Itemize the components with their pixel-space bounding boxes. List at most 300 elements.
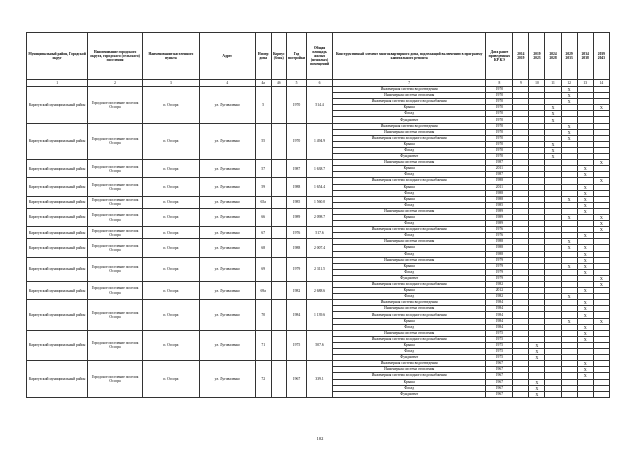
- locality-cell: п. Оссора: [142, 282, 199, 300]
- municipality-cell: Каратузский муниципальный район: [27, 257, 88, 281]
- inclusion-year-cell: 1982: [486, 294, 513, 300]
- period-mark-cell: X: [561, 263, 577, 269]
- building-cell: [271, 178, 286, 196]
- period-mark-cell: X: [577, 373, 593, 379]
- street-cell: ул. Луговаленко: [199, 87, 255, 124]
- header-area: Общая площадь жилых (нежилых) помещений: [307, 33, 333, 80]
- municipality-cell: Каратузский муниципальный район: [27, 123, 88, 160]
- building-cell: [271, 330, 286, 360]
- element-cell: Инженерная система холодного водоснабжения: [332, 312, 486, 318]
- element-cell: Инженерная система отопления: [332, 257, 486, 263]
- year-built-cell: 1970: [286, 123, 306, 160]
- header-period-4: 2029 2033: [561, 33, 577, 80]
- column-number: 3: [142, 80, 199, 87]
- inclusion-year-cell: 1989: [486, 208, 513, 214]
- column-number: 1: [27, 80, 88, 87]
- house-number-cell: 57: [255, 160, 271, 178]
- street-cell: ул. Луговаленко: [199, 361, 255, 398]
- period-mark-cell: X: [577, 184, 593, 190]
- element-cell: Инженерная система отопления: [332, 367, 486, 373]
- inclusion-year-cell: 1967: [486, 385, 513, 391]
- header-period-1: 2014 2019: [513, 33, 529, 80]
- period-mark-cell: X: [577, 361, 593, 367]
- street-cell: ул. Луговаленко: [199, 208, 255, 226]
- element-cell: Фасад: [332, 111, 486, 117]
- inclusion-year-cell: 1988: [486, 178, 513, 184]
- street-cell: ул. Луговаленко: [199, 282, 255, 300]
- period-mark-cell: X: [561, 93, 577, 99]
- area-cell: 339.1: [307, 361, 333, 398]
- inclusion-year-cell: 1970: [486, 105, 513, 111]
- period-mark-cell: [577, 391, 593, 397]
- house-number-cell: 70: [255, 300, 271, 330]
- building-cell: [271, 282, 286, 300]
- settlement-cell: Городское поселение поселок Оссора: [88, 178, 143, 196]
- element-cell: Инженерная система отопления: [332, 306, 486, 312]
- inclusion-year-cell: 1970: [486, 141, 513, 147]
- period-mark-cell: X: [593, 227, 609, 233]
- element-cell: Инженерная система отопления: [332, 330, 486, 336]
- element-cell: Инженерная система водоотведения: [332, 87, 486, 93]
- period-mark-cell: X: [545, 117, 561, 123]
- area-cell: 507.6: [307, 330, 333, 360]
- settlement-cell: Городское поселение поселок Оссора: [88, 361, 143, 398]
- inclusion-year-cell: 1970: [486, 135, 513, 141]
- inclusion-year-cell: 1975: [486, 336, 513, 342]
- street-cell: ул. Луговаленко: [199, 330, 255, 360]
- house-number-cell: 5: [255, 87, 271, 124]
- period-mark-cell: X: [561, 245, 577, 251]
- period-mark-cell: X: [545, 141, 561, 147]
- period-mark-cell: X: [529, 349, 545, 355]
- element-cell: Инженерная система холодного водоснабжения: [332, 373, 486, 379]
- locality-cell: п. Оссора: [142, 123, 199, 160]
- locality-cell: п. Оссора: [142, 178, 199, 196]
- header-year-built: Год постройки: [286, 33, 306, 80]
- house-number-cell: 67: [255, 227, 271, 239]
- house-number-cell: 59: [255, 178, 271, 196]
- column-number: 12: [561, 80, 577, 87]
- year-built-cell: 1976: [286, 227, 306, 239]
- column-number: 14: [593, 80, 609, 87]
- period-mark-cell: X: [577, 336, 593, 342]
- inclusion-year-cell: 1970: [486, 123, 513, 129]
- element-cell: Инженерная система холодного водоснабжения: [332, 227, 486, 233]
- inclusion-year-cell: 1979: [486, 269, 513, 275]
- column-number: 10: [529, 80, 545, 87]
- locality-cell: п. Оссора: [142, 227, 199, 239]
- period-mark-cell: X: [577, 324, 593, 330]
- period-mark-cell: X: [545, 147, 561, 153]
- element-cell: Инженерная система отопления: [332, 93, 486, 99]
- element-cell: Крыша: [332, 379, 486, 385]
- inclusion-year-cell: 1988: [486, 239, 513, 245]
- locality-cell: п. Оссора: [142, 257, 199, 281]
- period-mark-cell: X: [593, 160, 609, 166]
- element-cell: Инженерная система холодного водоснабжения: [332, 99, 486, 105]
- period-mark-cell: X: [561, 214, 577, 220]
- municipality-cell: Каратузский муниципальный район: [27, 208, 88, 226]
- element-cell: Фасад: [332, 385, 486, 391]
- year-built-cell: 1988: [286, 239, 306, 257]
- period-mark-cell: X: [577, 172, 593, 178]
- settlement-cell: Городское поселение поселок Оссора: [88, 300, 143, 330]
- area-cell: 1 494.9: [307, 123, 333, 160]
- period-mark-cell: X: [529, 391, 545, 397]
- street-cell: ул. Луговаленко: [199, 178, 255, 196]
- header-settlement: Наименование городского округа, городского (сельского) поселения: [88, 33, 143, 80]
- element-cell: Инженерная система водоотведения: [332, 361, 486, 367]
- house-number-cell: 69: [255, 257, 271, 281]
- period-mark-cell: X: [577, 263, 593, 269]
- area-cell: 1 139.6: [307, 300, 333, 330]
- municipality-cell: Каратузский муниципальный район: [27, 178, 88, 196]
- period-mark-cell: X: [561, 87, 577, 93]
- inclusion-year-cell: 1982: [486, 282, 513, 288]
- header-building: Корпус (блок): [271, 33, 286, 80]
- inclusion-year-cell: 1988: [486, 251, 513, 257]
- inclusion-year-cell: 1975: [486, 355, 513, 361]
- locality-cell: п. Оссора: [142, 330, 199, 360]
- element-cell: Фасад: [332, 324, 486, 330]
- element-cell: Инженерная система отопления: [332, 160, 486, 166]
- inclusion-year-cell: 1975: [486, 330, 513, 336]
- period-mark-cell: X: [577, 190, 593, 196]
- municipality-cell: Каратузский муниципальный район: [27, 239, 88, 257]
- column-number: 7: [332, 80, 486, 87]
- settlement-cell: Городское поселение поселок Оссора: [88, 282, 143, 300]
- header-period-6: 2039 2043: [593, 33, 609, 80]
- period-mark-cell: X: [593, 275, 609, 281]
- settlement-cell: Городское поселение поселок Оссора: [88, 239, 143, 257]
- header-period-2: 2019 2023: [529, 33, 545, 80]
- settlement-cell: Городское поселение поселок Оссора: [88, 208, 143, 226]
- street-cell: ул. Луговаленко: [199, 123, 255, 160]
- year-built-cell: 1982: [286, 282, 306, 300]
- period-mark-cell: X: [545, 154, 561, 160]
- period-mark-cell: X: [529, 355, 545, 361]
- settlement-cell: Городское поселение поселок Оссора: [88, 330, 143, 360]
- year-built-cell: 1979: [286, 257, 306, 281]
- element-cell: Инженерная система холодного водоснабжения: [332, 135, 486, 141]
- element-cell: Крыша: [332, 245, 486, 251]
- column-number: 4: [199, 80, 255, 87]
- period-mark-cell: X: [561, 129, 577, 135]
- table-body: [27, 87, 610, 398]
- building-cell: [271, 208, 286, 226]
- street-cell: ул. Луговаленко: [199, 196, 255, 208]
- inclusion-year-cell: 1967: [486, 379, 513, 385]
- inclusion-year-cell: 1984: [486, 318, 513, 324]
- column-number: 11: [545, 80, 561, 87]
- element-cell: Инженерная система отопления: [332, 239, 486, 245]
- period-mark-cell: X: [577, 202, 593, 208]
- period-mark-cell: X: [593, 282, 609, 288]
- inclusion-year-cell: 1987: [486, 172, 513, 178]
- element-cell: Фасад: [332, 294, 486, 300]
- area-cell: 1 654.4: [307, 178, 333, 196]
- element-cell: Фасад: [332, 190, 486, 196]
- period-mark-cell: [545, 391, 561, 397]
- element-cell: Крыша: [332, 318, 486, 324]
- inclusion-year-cell: 1976: [486, 227, 513, 233]
- period-mark-cell: X: [577, 330, 593, 336]
- element-cell: Крыша: [332, 214, 486, 220]
- element-cell: Фасад: [332, 202, 486, 208]
- period-mark-cell: X: [529, 385, 545, 391]
- period-mark-cell: X: [545, 105, 561, 111]
- area-cell: 517.6: [307, 227, 333, 239]
- building-cell: [271, 361, 286, 398]
- period-mark-cell: X: [529, 379, 545, 385]
- page-number: 102: [316, 436, 324, 441]
- inclusion-year-cell: 1988: [486, 190, 513, 196]
- period-mark-cell: X: [593, 318, 609, 324]
- inclusion-year-cell: 1988: [486, 196, 513, 202]
- element-cell: Фундамент: [332, 355, 486, 361]
- period-mark-cell: X: [577, 306, 593, 312]
- inclusion-year-cell: 1970: [486, 147, 513, 153]
- street-cell: ул. Луговаленко: [199, 239, 255, 257]
- column-number: 6: [307, 80, 333, 87]
- year-built-cell: 1988: [286, 178, 306, 196]
- element-cell: Фасад: [332, 233, 486, 239]
- period-mark-cell: X: [577, 166, 593, 172]
- period-mark-cell: X: [577, 245, 593, 251]
- house-number-cell: 55: [255, 123, 271, 160]
- header-address: Адрес: [199, 33, 255, 80]
- column-number: 4б: [271, 80, 286, 87]
- period-mark-cell: X: [577, 288, 593, 294]
- inclusion-year-cell: 1967: [486, 373, 513, 379]
- municipality-cell: Каратузский муниципальный район: [27, 196, 88, 208]
- period-mark-cell: X: [561, 99, 577, 105]
- element-cell: Крыша: [332, 184, 486, 190]
- column-number: 4а: [255, 80, 271, 87]
- period-mark-cell: X: [593, 178, 609, 184]
- inclusion-year-cell: 1970: [486, 93, 513, 99]
- inclusion-year-cell: 1967: [486, 361, 513, 367]
- element-cell: Инженерная система холодного водоснабжения: [332, 336, 486, 342]
- header-municipality: Муниципальный район, Городской округ: [27, 33, 88, 80]
- locality-cell: п. Оссора: [142, 300, 199, 330]
- inclusion-year-cell: 1984: [486, 306, 513, 312]
- period-mark-cell: X: [577, 367, 593, 373]
- period-mark-cell: X: [529, 342, 545, 348]
- element-cell: Инженерная система холодного водоснабжения: [332, 282, 486, 288]
- year-built-cell: 1970: [286, 87, 306, 124]
- element-cell: Крыша: [332, 263, 486, 269]
- municipality-cell: Каратузский муниципальный район: [27, 160, 88, 178]
- inclusion-year-cell: 1970: [486, 87, 513, 93]
- period-mark-cell: [593, 391, 609, 397]
- locality-cell: п. Оссора: [142, 208, 199, 226]
- element-cell: Фасад: [332, 221, 486, 227]
- street-cell: ул. Луговаленко: [199, 227, 255, 239]
- building-cell: [271, 227, 286, 239]
- area-cell: 514.4: [307, 87, 333, 124]
- inclusion-year-cell: 1970: [486, 117, 513, 123]
- header-locality: Наименование населенного пункта: [142, 33, 199, 80]
- header-element: Конструктивный элемент многоквартирного дома, подлежащий включению в программу капитального ремонта: [332, 33, 486, 80]
- element-cell: Фасад: [332, 269, 486, 275]
- area-cell: 1 560.0: [307, 196, 333, 208]
- inclusion-year-cell: 1975: [486, 342, 513, 348]
- period-mark-cell: X: [577, 196, 593, 202]
- header-house-number: Номер дома: [255, 33, 271, 80]
- locality-cell: п. Оссора: [142, 239, 199, 257]
- period-mark-cell: X: [577, 269, 593, 275]
- locality-cell: п. Оссора: [142, 87, 199, 124]
- building-cell: [271, 196, 286, 208]
- inclusion-year-cell: 2012: [486, 288, 513, 294]
- element-cell: Инженерная система отопления: [332, 129, 486, 135]
- element-cell: Инженерная система водоотведения: [332, 123, 486, 129]
- inclusion-year-cell: 1967: [486, 391, 513, 397]
- element-cell: Крыша: [332, 342, 486, 348]
- element-cell: Фасад: [332, 172, 486, 178]
- street-cell: ул. Луговаленко: [199, 257, 255, 281]
- element-cell: Фундамент: [332, 391, 486, 397]
- element-cell: Фасад: [332, 147, 486, 153]
- year-built-cell: 1985: [286, 196, 306, 208]
- period-mark-cell: [561, 391, 577, 397]
- inclusion-year-cell: 1975: [486, 349, 513, 355]
- capital-repair-table: [26, 32, 610, 398]
- header-period-5: 2034 2038: [577, 33, 593, 80]
- inclusion-year-cell: 1989: [486, 214, 513, 220]
- inclusion-year-cell: 1979: [486, 275, 513, 281]
- street-cell: ул. Луговаленко: [199, 300, 255, 330]
- element-cell: Крыша: [332, 288, 486, 294]
- locality-cell: п. Оссора: [142, 361, 199, 398]
- area-cell: 1 638.7: [307, 160, 333, 178]
- column-number: 13: [577, 80, 593, 87]
- period-mark-cell: [513, 391, 529, 397]
- inclusion-year-cell: 2011: [486, 166, 513, 172]
- area-cell: 2 098.7: [307, 208, 333, 226]
- house-number-cell: 65а: [255, 196, 271, 208]
- period-mark-cell: X: [577, 312, 593, 318]
- column-number: 8: [486, 80, 513, 87]
- inclusion-year-cell: 1984: [486, 324, 513, 330]
- element-cell: Фундамент: [332, 154, 486, 160]
- municipality-cell: Каратузский муниципальный район: [27, 87, 88, 124]
- building-cell: [271, 257, 286, 281]
- period-mark-cell: X: [577, 208, 593, 214]
- settlement-cell: Городское поселение поселок Оссора: [88, 87, 143, 124]
- year-built-cell: 1984: [286, 300, 306, 330]
- header-inclusion-date: Дата ранее проведенных КР КЭ: [486, 33, 513, 80]
- element-cell: Фасад: [332, 251, 486, 257]
- inclusion-year-cell: 1979: [486, 257, 513, 263]
- inclusion-year-cell: 1970: [486, 99, 513, 105]
- element-cell: Инженерная система отопления: [332, 208, 486, 214]
- inclusion-year-cell: 1985: [486, 202, 513, 208]
- element-cell: Инженерная система водоотведения: [332, 300, 486, 306]
- municipality-cell: Каратузский муниципальный район: [27, 330, 88, 360]
- settlement-cell: Городское поселение поселок Оссора: [88, 123, 143, 160]
- element-cell: Фасад: [332, 349, 486, 355]
- element-cell: Фундамент: [332, 275, 486, 281]
- period-mark-cell: X: [593, 105, 609, 111]
- settlement-cell: Городское поселение поселок Оссора: [88, 196, 143, 208]
- settlement-cell: Городское поселение поселок Оссора: [88, 227, 143, 239]
- house-number-cell: 66: [255, 208, 271, 226]
- area-cell: 2 688.6: [307, 282, 333, 300]
- locality-cell: п. Оссора: [142, 196, 199, 208]
- inclusion-year-cell: 1970: [486, 111, 513, 117]
- building-cell: [271, 87, 286, 124]
- year-built-cell: 1987: [286, 160, 306, 178]
- municipality-cell: Каратузский муниципальный район: [27, 300, 88, 330]
- period-mark-cell: X: [561, 294, 577, 300]
- inclusion-year-cell: 1976: [486, 233, 513, 239]
- period-mark-cell: X: [561, 196, 577, 202]
- inclusion-year-cell: 1979: [486, 263, 513, 269]
- element-cell: Фундамент: [332, 117, 486, 123]
- year-built-cell: 1975: [286, 330, 306, 360]
- house-number-cell: 69а: [255, 282, 271, 300]
- header-period-3: 2024 2028: [545, 33, 561, 80]
- element-cell: Крыша: [332, 105, 486, 111]
- column-number: 5: [286, 80, 306, 87]
- inclusion-year-cell: 1987: [486, 160, 513, 166]
- element-cell: Крыша: [332, 166, 486, 172]
- inclusion-year-cell: 1967: [486, 367, 513, 373]
- column-number-row: [27, 80, 610, 87]
- area-cell: 2 311.5: [307, 257, 333, 281]
- year-built-cell: 1989: [286, 208, 306, 226]
- period-mark-cell: X: [545, 111, 561, 117]
- building-cell: [271, 160, 286, 178]
- inclusion-year-cell: 1988: [486, 245, 513, 251]
- settlement-cell: Городское поселение поселок Оссора: [88, 257, 143, 281]
- period-mark-cell: X: [577, 300, 593, 306]
- area-cell: 2 007.4: [307, 239, 333, 257]
- locality-cell: п. Оссора: [142, 160, 199, 178]
- period-mark-cell: X: [577, 233, 593, 239]
- period-mark-cell: X: [561, 239, 577, 245]
- column-number: 2: [88, 80, 143, 87]
- building-cell: [271, 123, 286, 160]
- period-mark-cell: X: [577, 257, 593, 263]
- municipality-cell: Каратузский муниципальный район: [27, 361, 88, 398]
- inclusion-year-cell: 2011: [486, 184, 513, 190]
- year-built-cell: 1967: [286, 361, 306, 398]
- inclusion-year-cell: 1970: [486, 154, 513, 160]
- element-cell: Крыша: [332, 141, 486, 147]
- period-mark-cell: X: [593, 221, 609, 227]
- inclusion-year-cell: 1970: [486, 129, 513, 135]
- building-cell: [271, 239, 286, 257]
- settlement-cell: Городское поселение поселок Оссора: [88, 160, 143, 178]
- element-cell: Крыша: [332, 196, 486, 202]
- municipality-cell: Каратузский муниципальный район: [27, 282, 88, 300]
- period-mark-cell: X: [561, 318, 577, 324]
- period-mark-cell: X: [577, 251, 593, 257]
- inclusion-year-cell: 1984: [486, 300, 513, 306]
- period-mark-cell: X: [561, 123, 577, 129]
- house-number-cell: 71: [255, 330, 271, 360]
- column-number: 9: [513, 80, 529, 87]
- house-number-cell: 72: [255, 361, 271, 398]
- period-mark-cell: X: [593, 214, 609, 220]
- inclusion-year-cell: 1989: [486, 221, 513, 227]
- street-cell: ул. Луговаленко: [199, 160, 255, 178]
- house-number-cell: 68: [255, 239, 271, 257]
- element-cell: Инженерная система холодного водоснабжения: [332, 178, 486, 184]
